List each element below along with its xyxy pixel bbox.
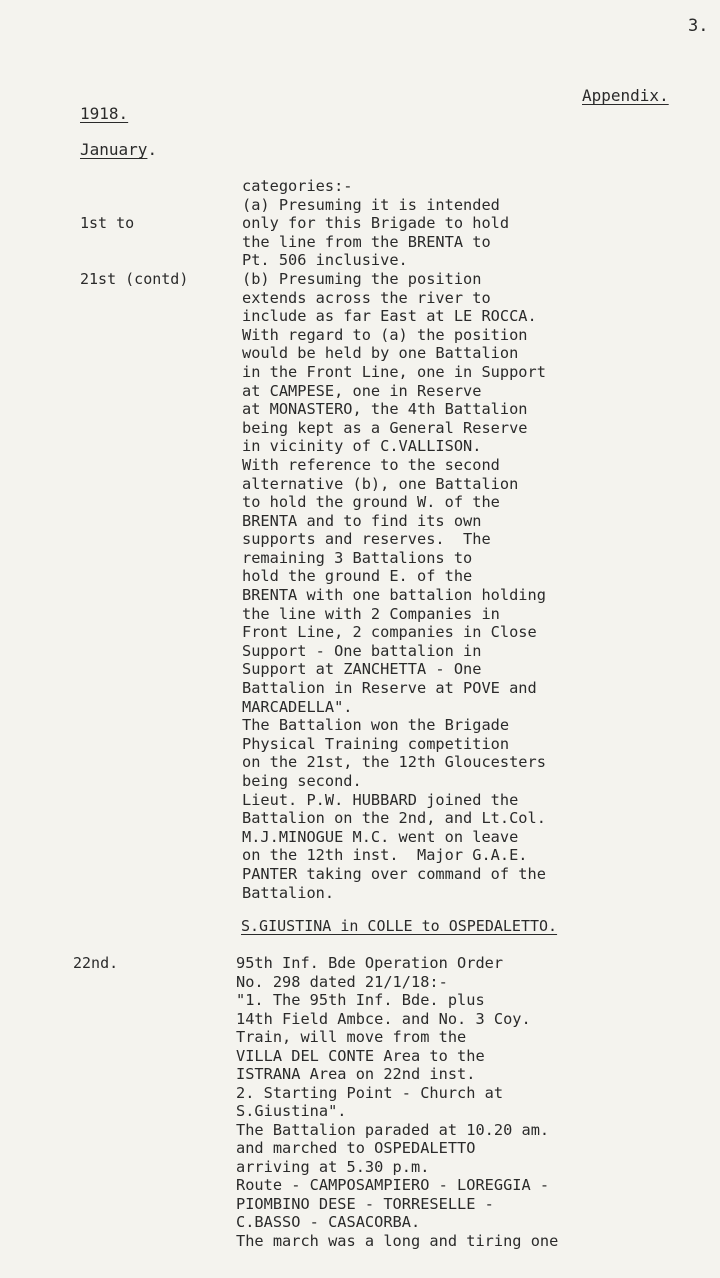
text-line: S.Giustina". xyxy=(236,1102,347,1120)
text-line: only for this Brigade to hold xyxy=(242,214,510,233)
text-line: in vicinity of C.VALLISON. xyxy=(242,437,482,456)
text-line: ISTRANA Area on 22nd inst. xyxy=(236,1065,476,1083)
text-line: BRENTA and to find its own xyxy=(242,511,482,530)
text-line: remaining 3 Battalions to xyxy=(242,548,473,567)
month-name: January xyxy=(80,140,148,159)
appendix-label: Appendix. xyxy=(582,86,669,105)
text-line: Support - One battalion in xyxy=(242,641,482,660)
text-line: Support at ZANCHETTA - One xyxy=(242,660,482,679)
text-line: VILLA DEL CONTE Area to the xyxy=(236,1046,485,1065)
text-line: arriving at 5.30 p.m. xyxy=(236,1157,430,1176)
text-line: With regard to (a) the position xyxy=(242,325,528,344)
text-line: Battalion. xyxy=(242,883,335,902)
text-line: The march was a long and tiring one xyxy=(236,1231,559,1250)
text-line: Battalion on the 2nd, and Lt.Col. xyxy=(242,809,546,828)
text-line: include as far East at LE ROCCA. xyxy=(242,307,537,326)
text-line: would be held by one Battalion xyxy=(242,344,519,363)
text-line: and marched to OSPEDALETTO xyxy=(236,1139,476,1157)
section-heading: S.GIUSTINA in COLLE to OSPEDALETTO. xyxy=(241,917,558,935)
text-line: PANTER taking over command of the xyxy=(242,864,546,883)
text-line: PIOMBINO DESE - TORRESELLE - xyxy=(236,1194,494,1213)
year-heading: 1918. xyxy=(80,104,129,123)
entry1-date-line: 1st to xyxy=(80,214,135,232)
text-line: With reference to the second xyxy=(242,455,500,474)
month-heading xyxy=(80,140,157,159)
text-line: on the 21st, the 12th Gloucesters xyxy=(242,753,546,772)
entry2-date: 22nd. xyxy=(73,954,119,972)
text-line: hold the ground E. of the xyxy=(242,567,473,586)
text-line: Pt. 506 inclusive. xyxy=(242,251,408,270)
text-line: categories:- xyxy=(242,177,353,195)
text-line: to hold the ground W. of the xyxy=(242,493,500,512)
text-line: Route - CAMPOSAMPIERO - LOREGGIA - xyxy=(236,1176,550,1194)
text-line: the line with 2 Companies in xyxy=(242,604,500,623)
page-number: 3. xyxy=(688,16,709,36)
text-line: being second. xyxy=(242,772,362,790)
text-line: (a) Presuming it is intended xyxy=(242,195,500,214)
text-line: No. 298 dated 21/1/18:- xyxy=(236,972,448,991)
text-line: MARCADELLA". xyxy=(242,697,353,716)
text-line: Physical Training competition xyxy=(242,734,510,753)
entry1-date xyxy=(80,177,188,325)
text-line: Lieut. P.W. HUBBARD joined the xyxy=(242,790,519,809)
text-line: M.J.MINOGUE M.C. went on leave xyxy=(242,827,519,846)
text-line: "1. The 95th Inf. Bde. plus xyxy=(236,991,485,1009)
text-line: in the Front Line, one in Support xyxy=(242,362,546,381)
month-suffix: . xyxy=(147,140,158,159)
text-line: being kept as a General Reserve xyxy=(242,418,528,437)
text-line: extends across the river to xyxy=(242,288,491,307)
entry1-date-line: 21st (contd) xyxy=(80,269,189,288)
text-line: (b) Presuming the position xyxy=(242,269,482,288)
text-line: BRENTA with one battalion holding xyxy=(242,586,546,605)
text-line: Front Line, 2 companies in Close xyxy=(242,623,537,642)
text-line: on the 12th inst. Major G.A.E. xyxy=(242,846,528,865)
text-line: 2. Starting Point - Church at xyxy=(236,1083,504,1102)
text-line: alternative (b), one Battalion xyxy=(242,474,519,493)
text-line: at CAMPESE, one in Reserve xyxy=(242,381,482,400)
text-line: 95th Inf. Bde Operation Order xyxy=(236,954,504,972)
text-line: 14th Field Ambce. and No. 3 Coy. xyxy=(236,1009,531,1028)
text-line: The Battalion paraded at 10.20 am. xyxy=(236,1120,550,1139)
text-line: supports and reserves. The xyxy=(242,530,491,549)
text-line: Train, will move from the xyxy=(236,1028,467,1046)
text-line: Battalion in Reserve at POVE and xyxy=(242,679,537,698)
text-line: C.BASSO - CASACORBA. xyxy=(236,1213,421,1231)
text-line: The Battalion won the Brigade xyxy=(242,716,510,735)
entry1-text xyxy=(242,177,546,902)
text-line: the line from the BRENTA to xyxy=(242,232,491,251)
text-line: at MONASTERO, the 4th Battalion xyxy=(242,400,528,419)
entry2-text xyxy=(236,954,558,1250)
